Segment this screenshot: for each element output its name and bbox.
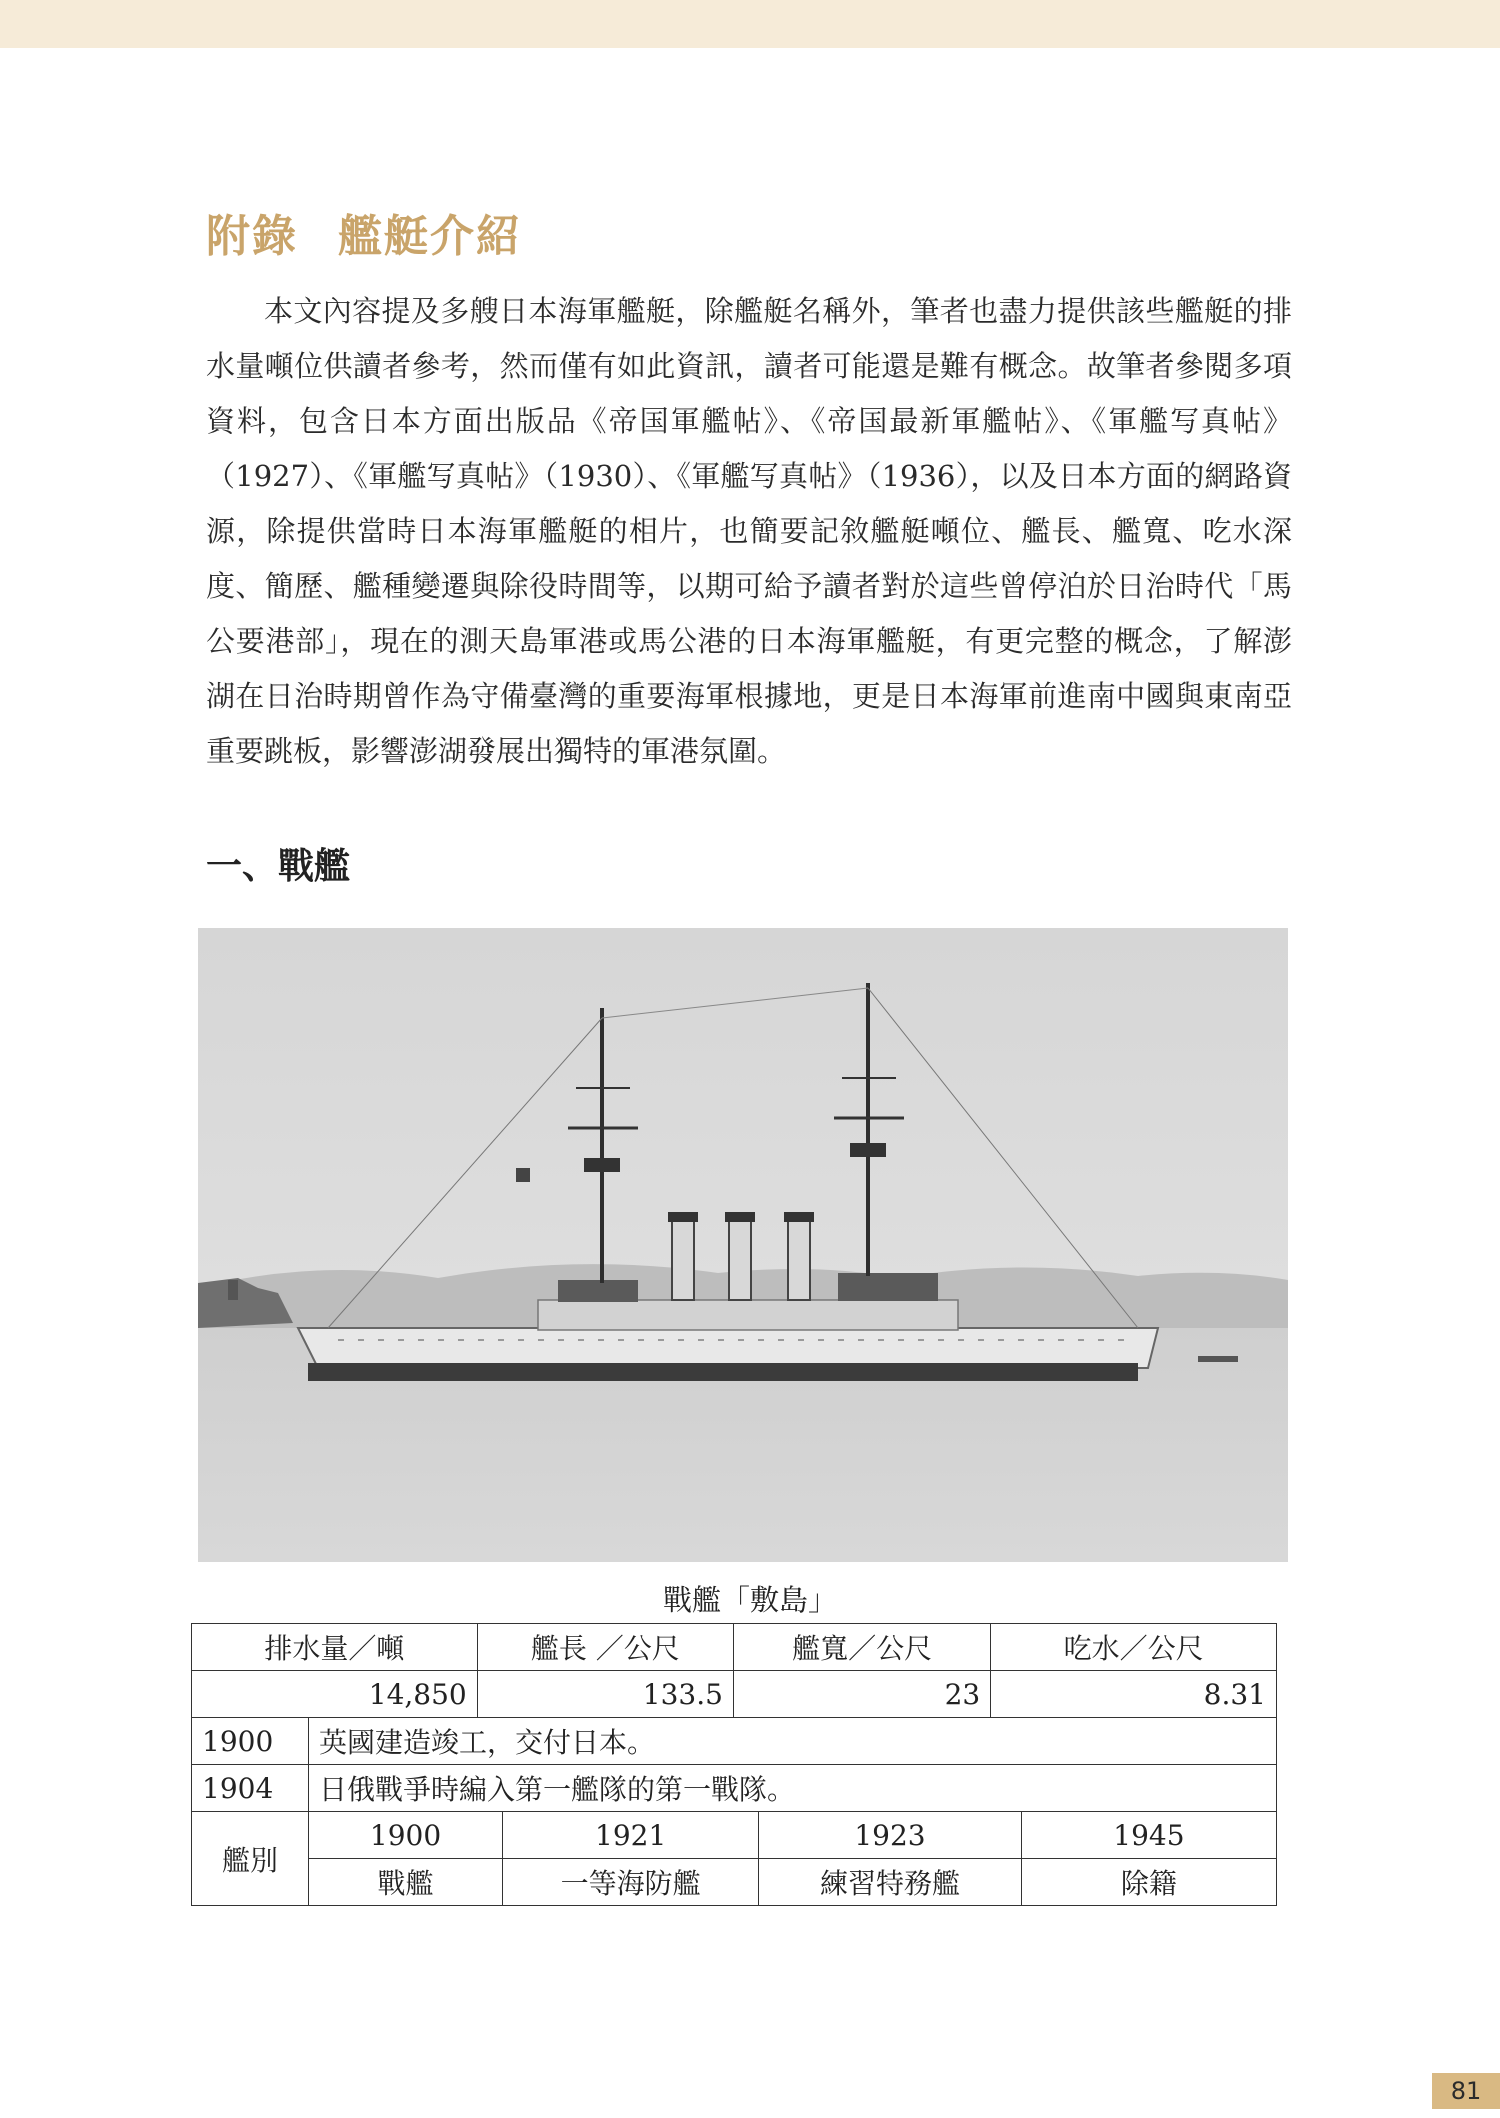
classification-label: 艦別 <box>192 1812 309 1906</box>
classification-year: 1923 <box>759 1812 1022 1859</box>
value-length: 133.5 <box>477 1671 733 1718</box>
section-title-battleships: 一、戰艦 <box>206 846 351 887</box>
history-year: 1900 <box>192 1718 309 1765</box>
heading-part-appendix: 附錄 <box>206 211 298 262</box>
header-draft: 吃水／公尺 <box>991 1624 1277 1671</box>
photo-caption: 戰艦「敷島」 <box>662 1583 837 1617</box>
appendix-heading <box>206 200 522 264</box>
classification-type: 練習特務艦 <box>759 1859 1022 1906</box>
classification-type: 一等海防艦 <box>503 1859 759 1906</box>
classification-year: 1921 <box>503 1812 759 1859</box>
history-event: 英國建造竣工，交付日本。 <box>309 1718 1277 1765</box>
spec-value-row <box>192 1671 1277 1718</box>
history-row <box>192 1718 1277 1765</box>
classification-year: 1900 <box>309 1812 503 1859</box>
header-beam: 艦寬／公尺 <box>733 1624 990 1671</box>
classification-year: 1945 <box>1021 1812 1276 1859</box>
header-length: 艦長 ／公尺 <box>477 1624 733 1671</box>
battleship-photo <box>198 928 1288 1562</box>
history-year: 1904 <box>192 1765 309 1812</box>
header-displacement: 排水量／噸 <box>192 1624 478 1671</box>
heading-part-ship-intro: 艦艇介紹 <box>338 211 522 262</box>
classification-type-row <box>192 1859 1277 1906</box>
classification-type: 戰艦 <box>309 1859 503 1906</box>
classification-year-row <box>192 1812 1277 1859</box>
intro-paragraph: 本文內容提及多艘日本海軍艦艇，除艦艇名稱外，筆者也盡力提供該些艦艇的排水量噸位供讀者參考，然而僅有如此資訊，讀者可能還是難有概念。故筆者參閱多項資料，包含日本方面出版品《帝国軍艦帖》、《帝国最新軍艦帖》、《軍艦写真帖》（1927）、《軍艦写真帖》（1930）、《軍艦写真帖》（1936），以及日本方面的網路資源，除提供當時日本海軍艦艇的相片，也簡要記敘艦艇噸位、艦長、艦寬、吃水深度、簡歷、艦種變遷與除役時間等，以期可給予讀者對於這些曾停泊於日治時代「馬公要港部」，現在的測天島軍港或馬公港的日本海軍艦艇，有更完整的概念，了解澎湖在日治時期曾作為守備臺灣的重要海軍根據地，更是日本海軍前進南中國與東南亞重要跳板，影響澎湖發展出獨特的軍港氛圍。 <box>206 294 1292 768</box>
value-displacement: 14,850 <box>192 1671 478 1718</box>
classification-type: 除籍 <box>1021 1859 1276 1906</box>
value-draft: 8.31 <box>991 1671 1277 1718</box>
history-row <box>192 1765 1277 1812</box>
top-decorative-band <box>0 0 1500 48</box>
value-beam: 23 <box>733 1671 990 1718</box>
history-event: 日俄戰爭時編入第一艦隊的第一戰隊。 <box>309 1765 1277 1812</box>
ship-spec-table <box>191 1623 1277 1906</box>
spec-header-row <box>192 1624 1277 1671</box>
page-number: 81 <box>1432 2073 1500 2109</box>
